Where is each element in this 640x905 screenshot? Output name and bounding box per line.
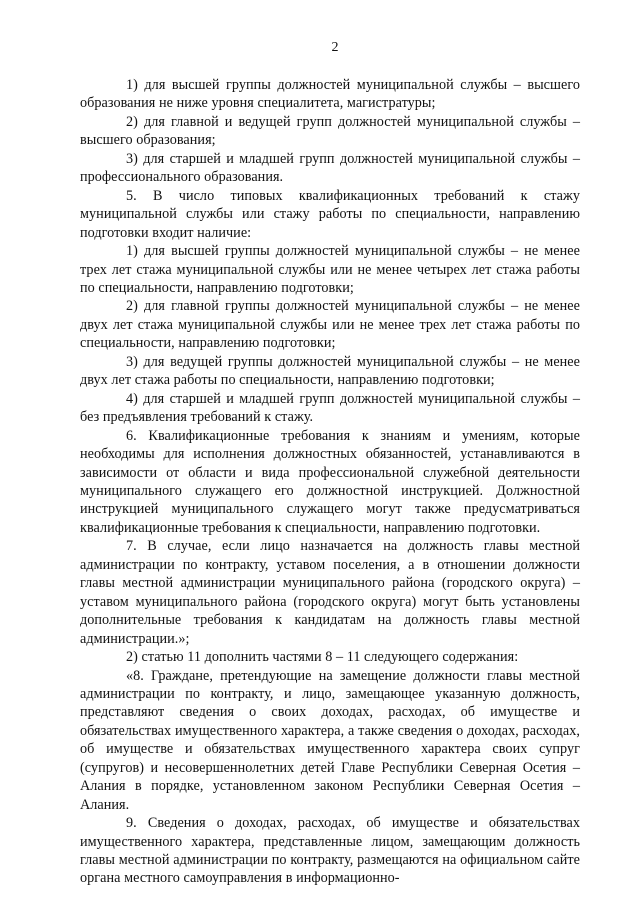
paragraph: 1) для высшей группы должностей муниципальной службы – высшего образования не ниже уровня специалитета, магистратуры; — [80, 77, 580, 112]
paragraph: 3) для старшей и младшей групп должностей муниципальной службы – профессионального образования. — [80, 150, 580, 186]
paragraph: 2) статью 11 дополнить частями 8 – 11 следующего содержания: — [126, 649, 519, 666]
paragraph: «8. Граждане, претендующие на замещение должности главы местной администрации по контракту, и лицо, замещающее указанную должность, представляют сведения о своих доходах, расходах, об имуществе и обязательствах имущественного характера, а также сведения о доходах, расходах, об имуществе и обязательствах имущественного характера своих супруг (супругов) и несовершеннолетних детей Главе Республики Северная Осетия – Алания в порядке, установленном законом Республики Северная Осетия – Алания. — [80, 667, 580, 813]
paragraph: 3) для ведущей группы должностей муниципальной службы – не менее двух лет стажа работы по специальности, направлению подготовки; — [80, 353, 580, 389]
page-number: 2 — [331, 40, 339, 55]
paragraph: 7. В случае, если лицо назначается на должность главы местной администрации по контракту, уставом поселения, а в отношении должности главы местной администрации муниципального района (городского округа) – уставом муниципального района (городского округа) могут быть установлены дополнительные требования к кандидатам на должность главы местной администрации.»; — [80, 538, 580, 647]
paragraph: 2) для главной и ведущей групп должностей муниципальной службы – высшего образования; — [80, 113, 580, 149]
document-body — [80, 76, 580, 888]
paragraph: 4) для старшей и младшей групп должностей муниципальной службы – без предъявления требований к стажу. — [80, 390, 580, 426]
paragraph: 9. Сведения о доходах, расходах, об имуществе и обязательствах имущественного характера, представленные лицом, замещающим должность главы местной администрации по контракту, размещаются на официальном сайте органа местного самоуправления в информационно- — [80, 815, 580, 887]
paragraph: 6. Квалификационные требования к знаниям и умениям, которые необходимы для исполнения должностных обязанностей, устанавливаются в зависимости от области и вида профессиональной служебной деятельности муниципального служащего его должностной инструкцией. Должностной инструкцией муниципального служащего могут также предусматриваться квалификационные требования к специальности, направлению подготовки. — [80, 427, 580, 536]
paragraph: 2) для главной группы должностей муниципальной службы – не менее двух лет стажа муниципальной службы или не менее трех лет стажа работы по специальности, направлению подготовки; — [80, 298, 580, 352]
paragraph: 5. В число типовых квалификационных требований к стажу муниципальной службы или стажу работы по специальности, направлению подготовки входит наличие: — [80, 187, 580, 241]
paragraph: 1) для высшей группы должностей муниципальной службы – не менее трех лет стажа муниципальной службы или не менее четырех лет стажа работы по специальности, направлению подготовки; — [80, 243, 580, 296]
